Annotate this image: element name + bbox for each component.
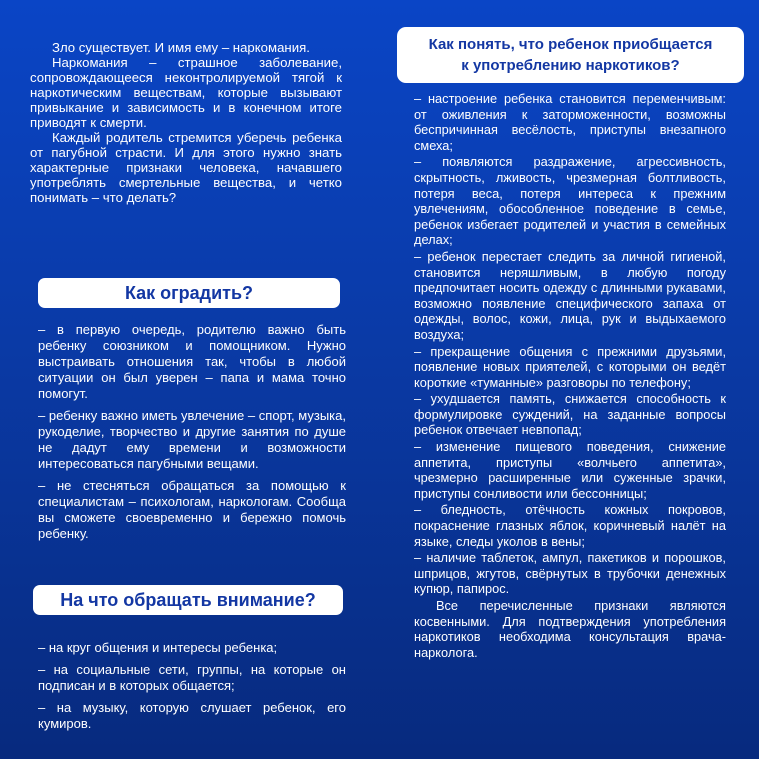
- list-item: – прекращение общения с прежними друзьями, появление новых приятелей, с которыми он ведёт короткие «туманные» разговоры по телефону;: [414, 343, 726, 390]
- list-item: – на социальные сети, группы, на которые он подписан и в которых общается;: [38, 662, 346, 693]
- protect-heading: Как оградить?: [38, 278, 340, 308]
- list-item: – ухудшается память, снижается способность к формулировке суждений, на заданные вопросы ребенок отвечает невпопад;: [414, 391, 726, 438]
- list-item: – изменение пищевого поведения, снижение аппетита, приступы «волчьего аппетита», чрезмерно расширенные или суженные зрачки, приступы сонливости или бессонницы;: [414, 439, 726, 501]
- signs-heading: [397, 27, 744, 83]
- list-item: – ребенок перестает следить за личной гигиеной, становится неряшливым, в любую погоду предпочитает носить одежду с длинными рукавами, возможно появление специфического запаха от одежды, волос, кожи, лица, рук и выдыхаемого воздуха;: [414, 248, 726, 342]
- list-item: – в первую очередь, родителю важно быть ребенку союзником и помощником. Нужно выстраивать отношения так, чтобы в любой ситуации он был уверен – папа и мама точно помогут.: [38, 322, 346, 401]
- attention-list: [38, 640, 346, 738]
- list-item: – настроение ребенка становится переменчивым: от оживления к заторможенности, возможны беспричинная весёлость, приступы внезапного смеха;: [414, 91, 726, 153]
- protect-list: [38, 322, 346, 548]
- list-item: – наличие таблеток, ампул, пакетиков и порошков, шприцов, жгутов, свёрнутых в трубочки денежных купюр, папирос.: [414, 550, 726, 597]
- signs-list: [414, 91, 726, 661]
- intro-section: [30, 40, 342, 205]
- attention-heading: На что обращать внимание?: [33, 585, 343, 615]
- intro-paragraph: Наркомания – страшное заболевание, сопровождающееся неконтролируемой тягой к наркотическим веществам, которые вызывают привыкание и зависимость и в конечном итоге приводят к смерти.: [30, 55, 342, 130]
- list-item: – на музыку, которую слушает ребенок, его кумиров.: [38, 700, 346, 731]
- list-item: – ребенку важно иметь увлечение – спорт, музыка, рукоделие, творчество и другие занятия по душе не дадут ему времени и возможности интересоваться пагубными вещами.: [38, 408, 346, 471]
- intro-paragraph: Каждый родитель стремится уберечь ребенка от пагубной страсти. И для этого нужно знать характерные признаки человека, начавшего употреблять смертельные вещества, и четко понимать – что делать?: [30, 130, 342, 205]
- list-item: – на круг общения и интересы ребенка;: [38, 640, 278, 655]
- list-item: – бледность, отёчность кожных покровов, покраснение глазных яблок, коричневый налёт на языке, следы уколов в вены;: [414, 502, 726, 549]
- list-item: – появляются раздражение, агрессивность, скрытность, лживость, чрезмерная болтливость, потеря веса, потеря интереса к прежним увлечениям, обособленное поведение в семье, ребенок избегает родителей и участия в семейных делах;: [414, 154, 726, 248]
- signs-heading-line: Как понять, что ребенок приобщается: [428, 36, 713, 53]
- signs-heading-line: к употреблению наркотиков?: [461, 57, 680, 74]
- intro-paragraph: Зло существует. И имя ему – наркомания.: [52, 40, 310, 55]
- signs-conclusion: Все перечисленные признаки являются косвенными. Для подтверждения употребления наркотиков необходима консультация врача-нарколога.: [414, 598, 726, 660]
- list-item: – не стесняться обращаться за помощью к специалистам – психологам, наркологам. Сообща вы сможете своевременно и бережно помочь ребенку.: [38, 478, 346, 541]
